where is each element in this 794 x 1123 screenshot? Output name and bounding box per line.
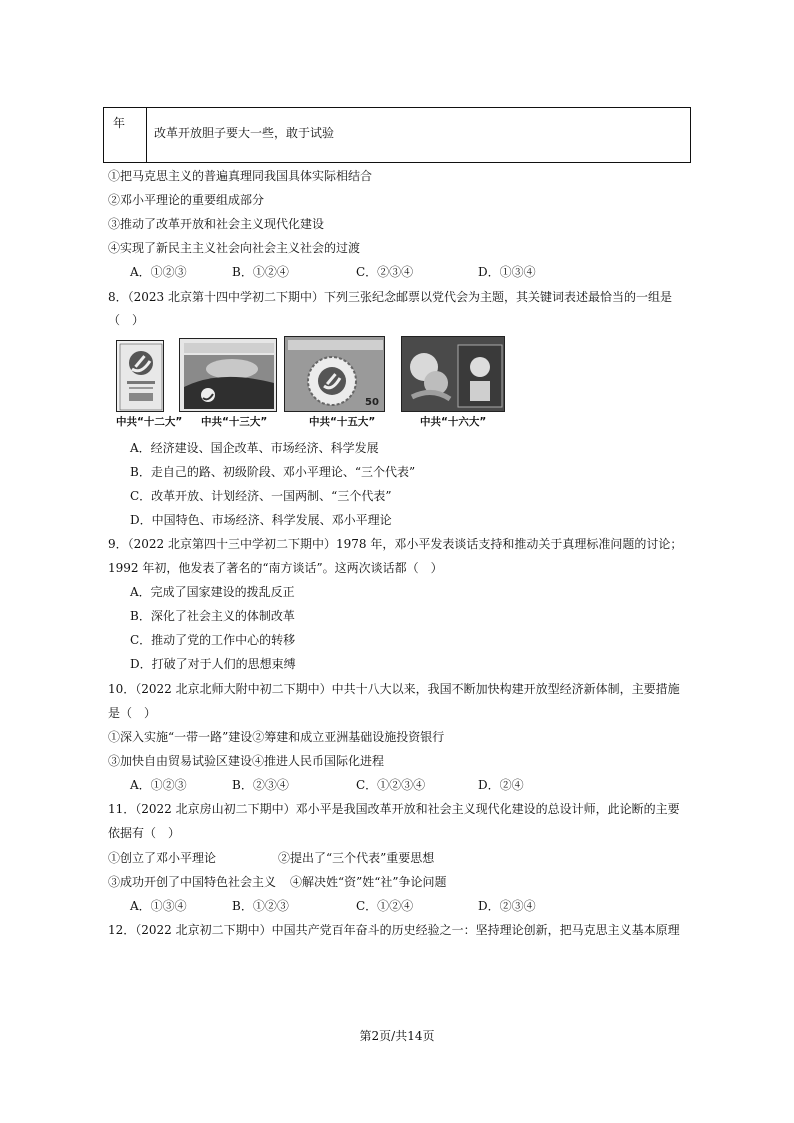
- q8-option-d[interactable]: D．中国特色、市场经济、科学发展、邓小平理论: [130, 513, 392, 527]
- q7-option-c[interactable]: C．②③④: [356, 265, 414, 279]
- stamp-12th-congress-image: [116, 340, 164, 412]
- stamp-16th-congress-image: [401, 336, 505, 412]
- q10-items-line1: ①深入实施“一带一路”建设②筹建和成立亚洲基础设施投资银行: [108, 730, 445, 744]
- page-footer: 第2页/共14页: [359, 1029, 435, 1043]
- q9-stem-line1: 9．（2022 北京第四十三中学初二下期中）1978 年，邓小平发表谈话支持和推动关于真理标准问题的讨论；: [108, 537, 683, 551]
- q9-option-c[interactable]: C．推动了党的工作中心的转移: [130, 633, 296, 647]
- q7-option-b[interactable]: B．①②④: [232, 265, 289, 279]
- q10-option-c[interactable]: C．①②③④: [356, 778, 426, 792]
- q10-option-b[interactable]: B．②③④: [232, 778, 289, 792]
- q11-option-d[interactable]: D．②③④: [478, 899, 536, 913]
- q10-stem-line1: 10．（2022 北京北师大附中初二下期中）中共十八大以来，我国不断加快构建开放型经济新体制，主要措施: [108, 682, 680, 696]
- q10-option-d[interactable]: D．②④: [478, 778, 524, 792]
- q7-item-4: ④实现了新民主主义社会向社会主义社会的过渡: [108, 241, 361, 255]
- q7-item-1: ①把马克思主义的普遍真理同我国具体实际相结合: [108, 169, 373, 183]
- q7-option-a[interactable]: A．①②③: [130, 265, 187, 279]
- q7-item-2: ②邓小平理论的重要组成部分: [108, 193, 265, 207]
- q9-option-d[interactable]: D．打破了对于人们的思想束缚: [130, 657, 296, 671]
- q12-stem-line1: 12．（2022 北京初二下期中）中国共产党百年奋斗的历史经验之一：坚持理论创新，把马克思主义基本原理: [108, 923, 680, 937]
- q10-stem-line2: 是（ ）: [108, 706, 157, 720]
- q8-option-b[interactable]: B．走自己的路、初级阶段、邓小平理论、“三个代表”: [130, 465, 416, 479]
- stamp-caption-16th: 中共“十六大”: [420, 416, 487, 428]
- q11-option-c[interactable]: C．①②④: [356, 899, 414, 913]
- stamp-15th-congress-image: [284, 336, 385, 412]
- q11-stem-line2: 依据有（ ）: [108, 826, 181, 840]
- table-row-label: 年: [113, 116, 126, 130]
- q8-stem-line1: 8．（2023 北京第十四中学初二下期中）下列三张纪念邮票以党代会为主题，其关键词表述最恰当的一组是: [108, 290, 672, 304]
- q10-option-a[interactable]: A．①②③: [130, 778, 187, 792]
- q11-stem-line1: 11．（2022 北京房山初二下期中）邓小平是我国改革开放和社会主义现代化建设的总设计师，此论断的主要: [108, 802, 680, 816]
- table-divider: [146, 108, 147, 162]
- q11-item-2: ②提出了“三个代表”重要思想: [278, 851, 435, 865]
- stamp-value: 50: [365, 397, 379, 408]
- q11-item-3: ③成功开创了中国特色社会主义: [108, 875, 277, 889]
- stamp-caption-12th: 中共“十二大”: [116, 416, 183, 428]
- q7-item-3: ③推动了改革开放和社会主义现代化建设: [108, 217, 325, 231]
- q9-option-b[interactable]: B．深化了社会主义的体制改革: [130, 609, 295, 623]
- stamp-13th-congress-image: [179, 338, 277, 412]
- q11-item-4: ④解决姓“资”姓“社”争论问题: [290, 875, 447, 889]
- table-row-text: 改革开放胆子要大一些，敢于试验: [154, 126, 335, 140]
- stamp-caption-13th: 中共“十三大”: [201, 416, 268, 428]
- q8-stem-line2: （ ）: [108, 313, 145, 327]
- q11-item-1: ①创立了邓小平理论: [108, 851, 217, 865]
- q9-option-a[interactable]: A．完成了国家建设的拨乱反正: [130, 585, 295, 599]
- quote-table: [103, 107, 691, 163]
- q9-stem-line2: 1992 年初，他发表了著名的“南方谈话”。这两次谈话都（ ）: [108, 561, 443, 575]
- q8-option-a[interactable]: A．经济建设、国企改革、市场经济、科学发展: [130, 441, 379, 455]
- q11-option-a[interactable]: A．①③④: [130, 899, 187, 913]
- q8-option-c[interactable]: C．改革开放、计划经济、一国两制、“三个代表”: [130, 489, 392, 503]
- stamp-caption-15th: 中共“十五大”: [309, 416, 376, 428]
- q10-items-line2: ③加快自由贸易试验区建设④推进人民币国际化进程: [108, 754, 385, 768]
- q11-option-b[interactable]: B．①②③: [232, 899, 289, 913]
- q7-option-d[interactable]: D．①③④: [478, 265, 536, 279]
